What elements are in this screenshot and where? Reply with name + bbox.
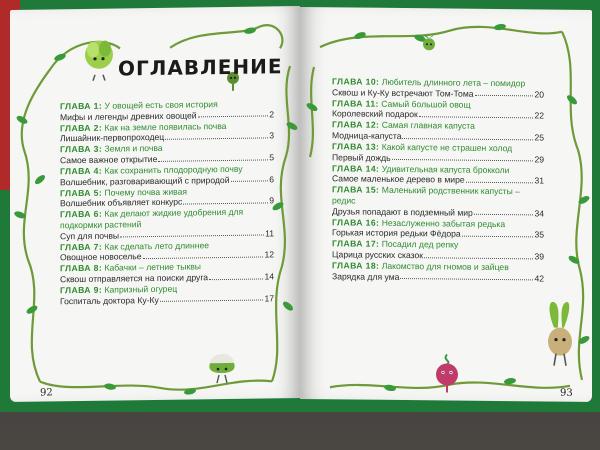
story-page-number: 39: [534, 251, 544, 262]
story-title: Самое маленькое дерево в мире: [332, 173, 465, 186]
chapter-title: Маленький родственник капусты – редис: [332, 185, 520, 206]
chapter-title: Удивительная капуста брокколи: [381, 163, 510, 175]
story-title: Первый дождь: [332, 151, 391, 163]
story-title: Царица русских сказок: [332, 249, 424, 261]
story-page-number: 42: [534, 273, 544, 284]
radish-character-icon: [432, 352, 462, 392]
story-page-number: 2: [269, 108, 274, 119]
chapter-title: Как делают жидкие удобрения для подкормки растений: [60, 207, 244, 231]
story-row: [332, 271, 544, 284]
leader-dots: [474, 214, 534, 216]
story-page-number: 14: [264, 271, 274, 282]
chapter-title: Незаслуженно забытая редька: [381, 217, 506, 229]
chapter-heading: [332, 185, 544, 208]
leader-dots: [402, 138, 533, 140]
toc-entry: [60, 207, 274, 242]
story-page-number: 22: [534, 110, 544, 121]
chapter-label: ГЛАВА 17:: [332, 238, 380, 250]
chapter-label: ГЛАВА 6:: [60, 209, 103, 220]
leader-dots: [475, 95, 534, 97]
story-page-number: 31: [534, 175, 544, 186]
chapter-heading: [60, 207, 274, 231]
chapter-title: Капризный огурец: [104, 283, 178, 295]
chapter-label: ГЛАВА 13:: [332, 141, 380, 152]
story-title: Волшебник объявляет конкурс: [60, 196, 183, 209]
leader-dots: [466, 182, 534, 184]
toc-entry: [60, 261, 274, 285]
chapter-title: Самая главная капуста: [381, 120, 475, 132]
chapter-label: ГЛАВА 8:: [60, 263, 103, 274]
toc-entry: [332, 260, 544, 283]
story-title: Суп для почвы: [60, 230, 120, 241]
toc-entry: [60, 239, 274, 263]
story-page-number: 6: [269, 173, 274, 185]
chapter-label: ГЛАВА 15:: [332, 184, 380, 196]
toc-entry: [332, 98, 544, 121]
story-page-number: 17: [264, 293, 274, 304]
story-page-number: 5: [269, 152, 274, 163]
story-title: Зарядка для ума: [332, 270, 400, 282]
toc-entry: [60, 185, 274, 209]
story-title: Друзья попадают в подземный мир: [332, 205, 473, 218]
toc-left: [60, 98, 274, 307]
leader-dots: [143, 256, 264, 259]
story-title: Волшебник, разговаривающий с природой: [60, 174, 230, 187]
toc-entry: [332, 141, 544, 164]
toc-entry: [332, 163, 544, 186]
leader-dots: [400, 278, 533, 280]
story-page-number: 34: [534, 208, 544, 219]
chapter-title: Какой капусте не страшен холод: [381, 141, 513, 154]
chapter-label: ГЛАВА 10:: [332, 76, 380, 87]
story-page-number: 25: [534, 132, 544, 143]
page-number-left: 92: [40, 387, 53, 399]
leader-dots: [462, 236, 534, 238]
story-title: Королевский подарок: [332, 108, 418, 120]
chapter-label: ГЛАВА 11:: [332, 97, 379, 109]
story-page-number: 29: [534, 154, 544, 165]
chapter-title: У овощей есть своя история: [104, 99, 218, 111]
toc-entry: [332, 239, 544, 262]
leader-dots: [209, 278, 263, 280]
chapter-label: ГЛАВА 5:: [60, 187, 103, 199]
leader-dots: [231, 181, 269, 183]
toc-entry: [60, 120, 274, 144]
chapter-title: Посадил дед репку: [381, 239, 459, 251]
story-title: Сквош отправляется на поиски друга: [60, 272, 209, 285]
leader-dots: [392, 159, 534, 161]
chapter-label: ГЛАВА 16:: [332, 216, 380, 228]
leader-dots: [424, 257, 533, 259]
leader-dots: [419, 116, 534, 118]
left-page: [10, 6, 300, 402]
chapter-title: Кабачки – летние тыквы: [104, 261, 201, 274]
leader-dots: [165, 137, 268, 139]
leader-dots: [120, 235, 264, 238]
toc-entry: [60, 282, 274, 306]
cauliflower-character-icon: [205, 351, 239, 385]
story-page-number: 12: [264, 249, 274, 260]
chapter-label: ГЛАВА 3:: [60, 144, 103, 155]
story-page-number: 11: [265, 227, 274, 239]
chapter-label: ГЛАВА 1:: [60, 100, 103, 112]
chapter-title: Как сделать лето длиннее: [104, 239, 210, 252]
story-title: Мифы и легенды древних овощей: [60, 109, 197, 122]
toc-entry: [332, 185, 544, 219]
story-title: Модница-капуста: [332, 130, 402, 141]
toc-entry: [332, 76, 544, 99]
chapter-title: Как на земле появилась почва: [104, 120, 227, 133]
chapter-label: ГЛАВА 2:: [60, 122, 103, 133]
toc-entry: [332, 120, 544, 143]
story-page-number: 20: [534, 88, 544, 100]
page-title: ОГЛАВЛЕНИЕ: [118, 54, 283, 81]
chapter-label: ГЛАВА 12:: [332, 119, 380, 131]
chapter-title: Как сохранить плодородную почву: [104, 163, 243, 176]
chapter-title: Любитель длинного лета – помидор: [381, 76, 526, 89]
story-page-number: 35: [534, 229, 544, 240]
chapter-title: Самый большой овощ: [381, 98, 471, 110]
toc-entry: [60, 142, 274, 166]
cabbage-character-icon: [80, 36, 118, 81]
leader-dots: [183, 202, 268, 204]
leader-dots: [160, 300, 264, 302]
chapter-label: ГЛАВА 7:: [60, 241, 103, 253]
story-page-number: 3: [269, 130, 274, 141]
right-page: [300, 7, 592, 402]
rabbit-turnip-character-icon: [540, 297, 580, 367]
chapter-title: Почему почва живая: [104, 186, 188, 198]
chapter-label: ГЛАВА 14:: [332, 163, 380, 174]
toc-right: [332, 76, 544, 284]
leader-dots: [198, 116, 269, 118]
page-number-right: 93: [560, 387, 573, 399]
chapter-label: ГЛАВА 18:: [332, 260, 380, 271]
story-title: Госпиталь доктора Ку-Ку: [60, 294, 159, 306]
chapter-title: Лакомство для гномов и зайцев: [381, 260, 509, 273]
story-title: Овощное новоселье: [60, 251, 142, 263]
chapter-label: ГЛАВА 9:: [60, 284, 103, 296]
toc-entry: [60, 98, 274, 122]
toc-entry: [60, 163, 274, 187]
story-row: [60, 293, 274, 307]
story-page-number: 9: [269, 195, 274, 206]
sprout-character-icon: [420, 32, 438, 54]
story-title: Самое важное открытие: [60, 153, 158, 166]
chapter-title: Земля и почва: [104, 143, 163, 155]
toc-entry: [332, 217, 544, 240]
story-title: Горькая история редьки Фёдора: [332, 227, 461, 239]
story-title: Сквош и Ку-Ку встречают Том-Тома: [332, 86, 474, 99]
chapter-label: ГЛАВА 4:: [60, 165, 103, 177]
story-title: Лишайник-первопроходец: [60, 132, 165, 144]
leader-dots: [158, 159, 268, 162]
